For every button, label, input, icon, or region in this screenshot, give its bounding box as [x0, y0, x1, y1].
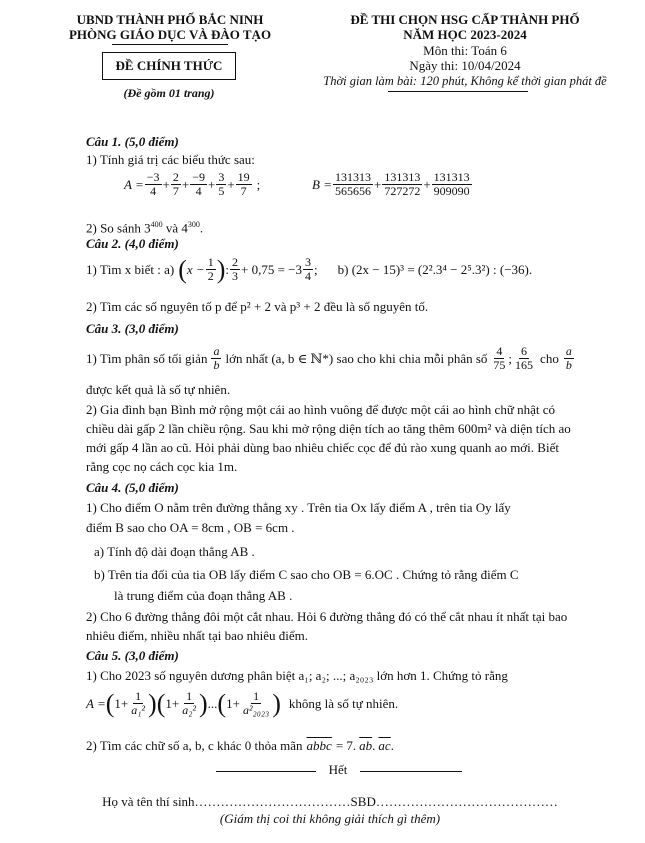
q1-a-term-4: $\frac{3}{5}$ [218, 170, 225, 198]
page-count: (Đề gồm 01 trang) [123, 86, 215, 100]
q5-title: Câu 5. (3,0 điểm) [86, 648, 179, 663]
q4-part1-line2: điểm B sao cho OA = 8cm , OB = 6cm . [86, 520, 295, 535]
exam-date: Ngày thi: 10/04/2024 [409, 58, 521, 73]
org-name: UBND THÀNH PHỐ BẮC NINH [76, 12, 264, 27]
exam-title: ĐỀ THI CHỌN HSG CẤP THÀNH PHỐ [350, 12, 580, 27]
q3-part2-line2: chiều dài gấp 2 lần chiều rộng. Sau khi mở rộng diện tích ao tăng thêm 600m² và diện tích ao [86, 421, 571, 436]
q5-part2: 2) Tìm các chữ số a, b, c khác 0 thỏa mãn abbc = 7. $\overline{ab}$ . $\overline{ac}$ . [86, 738, 394, 753]
end-rule-left [216, 771, 316, 772]
q3-part2-line4: rằng cọc nọ cách cọc kia 1m. [86, 459, 238, 474]
q2-part1: 1) Tìm x biết : a) ( x − $\frac{1}{2}$ ) : $\frac{2}{3}$ + 0,75 = −3 $\frac{3}{4}$ ; b) (2x − 15)³ = (2².3⁴ − 2⁵.3²) : (−36). [86, 254, 533, 284]
q5-expression-a: A = ( 1 + $\frac{1}{\text{a₁²}}$ ) ( 1 + $\frac{1}{\text{a₂²}}$ ) ... ( 1 + $\frac{1}{\text{a²₂₀₂₃}}$ ) không là số tự nhiên. [86, 688, 399, 718]
q1-b-term-3: $\frac{131313}{909090}$ [433, 170, 470, 198]
subject: Môn thi: Toán 6 [423, 43, 507, 58]
end-rule-right [360, 771, 462, 772]
end-mark: Hết [328, 762, 348, 777]
candidate-info: Họ và tên thí sinh………………………………SBD…………………………………… [102, 794, 558, 809]
q3-part2-line1: 2) Gia đình bạn Bình mở rộng một cái ao hình vuông để được một cái ao hình chữ nhật có [86, 402, 556, 417]
school-year: NĂM HỌC 2023-2024 [403, 27, 527, 42]
proctor-note: (Giám thị coi thi không giải thích gì thêm) [219, 811, 441, 826]
q2-part2: 2) Tìm các số nguyên tố p để p² + 2 và p³ + 2 đều là số nguyên tố. [86, 299, 429, 314]
q4-part1-b-line1: b) Trên tia đối của tia OB lấy điểm C sao cho OB = 6.OC . Chứng tỏ rằng điểm C [94, 567, 519, 582]
q5-part1-line1: 1) Cho 2023 số nguyên dương phân biệt a₁; a₂; ...; a₂₀₂₃ lớn hơn 1. Chứng tỏ rằng [86, 668, 508, 683]
q1-part2: 2) So sánh $3^{400}$ và $4^{300}$. [86, 220, 204, 236]
q4-part2-line2: nhiêu điểm, nhiều nhất tại bao nhiêu điểm. [86, 628, 309, 643]
official-stamp: ĐỀ CHÍNH THỨC [102, 52, 236, 80]
q1-expression-b: B = $\frac{131313}{565656}$ + $\frac{131313}{727272}$ + $\frac{131313}{909090}$ [312, 170, 470, 198]
exam-duration: Thời gian làm bài: 120 phút, Không kể thời gian phát đề [323, 74, 607, 88]
q4-part2-line1: 2) Cho 6 đường thẳng đôi một cắt nhau. Hỏi 6 đường thẳng đó có thể cắt nhau ít nhất tại bao [86, 609, 568, 624]
q2-title: Câu 2. (4,0 điểm) [86, 236, 179, 251]
dept-name: PHÒNG GIÁO DỤC VÀ ĐÀO TẠO [68, 27, 272, 42]
q3-part1: 1) Tìm phân số tối giản $\frac{a}{b}$ lớn nhất (a, b ∈ ℕ*) sao cho khi chia mỗi phân số $\frac{4}{75}$ ; $\frac{6}{165}$ cho $\frac{a}{b}$ [86, 344, 572, 372]
q1-title: Câu 1. (5,0 điểm) [86, 134, 179, 149]
q4-title: Câu 4. (5,0 điểm) [86, 480, 179, 495]
q1-part1: 1) Tính giá trị các biểu thức sau: [86, 152, 255, 167]
q1-a-term-5: $\frac{19}{7}$ [237, 170, 250, 198]
q4-part1-b-line2: là trung điểm của đoạn thẳng AB . [114, 588, 293, 603]
q3-title: Câu 3. (3,0 điểm) [86, 321, 179, 336]
duration-underline [388, 91, 528, 92]
q4-part1-a: a) Tính độ dài đoạn thẳng AB . [94, 544, 255, 559]
q1-a-term-3: $\frac{-9}{4}$ [192, 170, 205, 198]
q3-part1-end: được kết quả là số tự nhiên. [86, 382, 231, 397]
q1-b-term-1: $\frac{131313}{565656}$ [334, 170, 371, 198]
dept-underline [112, 44, 228, 45]
q1-a-term-2: $\frac{2}{7}$ [172, 170, 179, 198]
q3-part2-line3: mới gấp 4 lần ao cũ. Hỏi phải dùng bao nhiêu chiếc cọc để đủ rào xung quanh ao mới. Biết [86, 440, 559, 455]
q1-expression-a: A = $\frac{-3}{4}$ + $\frac{2}{7}$ + $\frac{-9}{4}$ + $\frac{3}{5}$ + $\frac{19}{7}$ ; [124, 170, 261, 198]
q1-b-term-2: $\frac{131313}{727272}$ [384, 170, 421, 198]
q4-part1-line1: 1) Cho điểm O nằm trên đường thẳng xy . Trên tia Ox lấy điểm A , trên tia Oy lấy [86, 500, 511, 515]
q1-a-term-1: $\frac{-3}{4}$ [146, 170, 160, 198]
